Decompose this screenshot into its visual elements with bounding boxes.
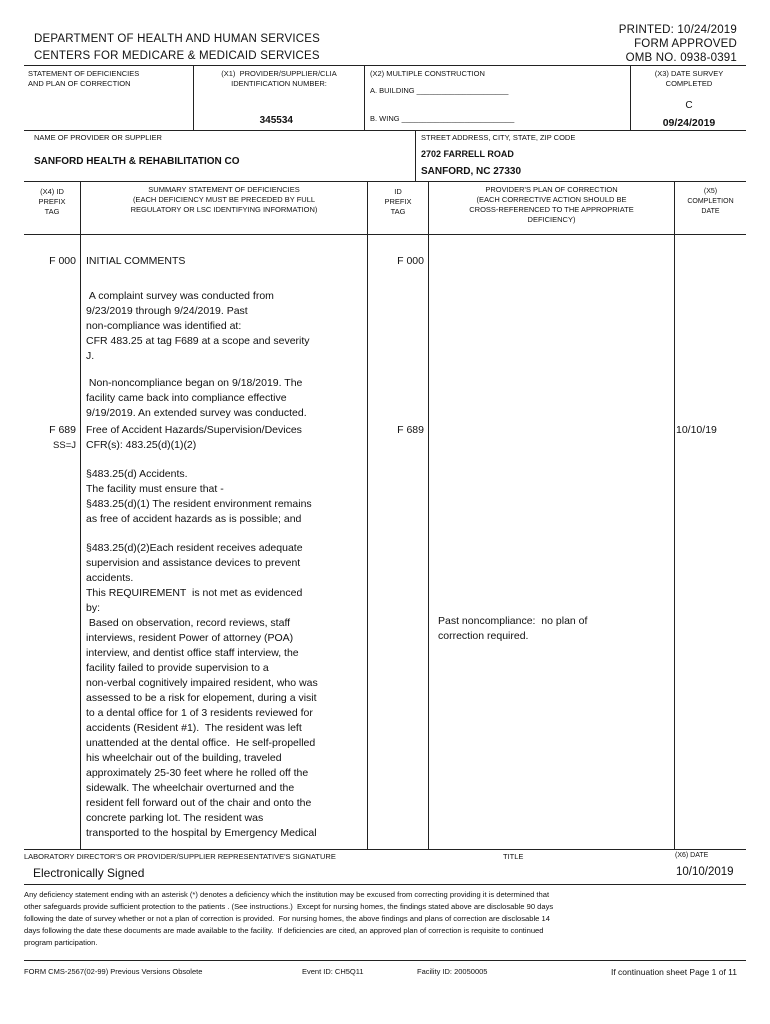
provider-name-label: NAME OF PROVIDER OR SUPPLIER [34,133,162,142]
wing-field: B. WING ___________________________ [370,114,515,123]
rule [24,884,746,885]
signature-label: LABORATORY DIRECTOR'S OR PROVIDER/SUPPLIER REPRESENTATIVE'S SIGNATURE [24,852,336,861]
printed-date: PRINTED: 10/24/2019 [618,24,737,36]
street-address: 2702 FARRELL ROAD [421,149,514,159]
rule [24,234,746,235]
x2-label: (X2) MULTIPLE CONSTRUCTION [370,69,485,78]
survey-date: 09/24/2019 [662,117,716,129]
divider [674,181,675,849]
page-number: If continuation sheet Page 1 of 11 [610,967,737,977]
complaint-paragraph: A complaint survey was conducted from 9/23/2019 through 9/24/2019. Past non-compliance was identified at: CFR 483.25 at tag F689 at a scope and severity J. [86,290,310,362]
divider [630,65,631,130]
id-f689: F 689 [397,424,424,436]
address-label: STREET ADDRESS, CITY, STATE, ZIP CODE [421,133,576,142]
x4-header: (X4) ID PREFIX TAG [38,187,66,216]
department-title: DEPARTMENT OF HEALTH AND HUMAN SERVICES [34,33,320,45]
form-number: FORM CMS-2567(02-99) Previous Versions Obsolete [24,967,203,976]
rule [24,181,746,182]
building-field: A. BUILDING ______________________ [370,86,509,95]
statement-label: STATEMENT OF DEFICIENCIES AND PLAN OF CORRECTION [28,69,140,88]
summary-header: SUMMARY STATEMENT OF DEFICIENCIES (EACH DEFICIENCY MUST BE PRECEDED BY FULL REGULATORY OR LSC IDENTIFYING INFORMATION) [130,185,318,214]
findings-paragraph: §483.25(d)(2)Each resident receives adequate supervision and assistance devices to prevent accidents. This REQUIREMENT is not met as evidenced by: Based on observation, record reviews, staff interviews, resident Power of attorney (POA) interview, and dentist office staff interview, the facility failed to provide supervision to a non-verbal cognitively impaired resident, who was assessed to be a risk for elopement, during a visit to a dental office for 1 of 3 residents reviewed for accidents (Resident #1). The resident was left unattended at the dental office. He self-propelled his wheelchair out of the building, traveled approximately 25-30 feet where he rolled off the sidewalk. The wheelchair overturned and the resident fell forward out of the chair and onto the concrete parking lot. The resident was transported to the hospital by Emergency Medical [86,542,318,839]
divider [415,130,416,181]
plan-of-correction: Past noncompliance: no plan of correction required. [438,615,588,642]
rule [24,849,746,850]
initial-comments-title: INITIAL COMMENTS [86,255,186,267]
form-approved: FORM APPROVED [634,38,737,50]
f689-title: Free of Accident Hazards/Supervision/Devices CFR(s): 483.25(d)(1)(2) [86,424,302,451]
completion-date: 10/10/19 [676,424,717,436]
divider [428,181,429,849]
id-header: ID PREFIX TAG [384,187,412,216]
divider [364,65,365,130]
id-f000: F 000 [397,255,424,267]
rule [24,130,746,131]
date-label: (X6) DATE [675,852,709,859]
provider-name: SANFORD HEALTH & REHABILITATION CO [34,156,240,167]
noncompliance-paragraph: Non-noncompliance began on 9/18/2019. The facility came back into compliance effective 9/19/2019. An extended survey was conducted. [86,377,307,419]
x1-label: (X1) PROVIDER/SUPPLIER/CLIA IDENTIFICATION NUMBER: [221,69,337,88]
electronic-signature: Electronically Signed [33,866,145,880]
tag-f000: F 000 [49,255,76,267]
city-state-zip: SANFORD, NC 27330 [421,166,522,177]
agency-title: CENTERS FOR MEDICARE & MEDICAID SERVICES [34,50,320,62]
accidents-paragraph: §483.25(d) Accidents. The facility must ensure that - §483.25(d)(1) The resident environment remains as free of accident hazards as is possible; and [86,468,312,525]
x5-header: (X5) COMPLETION DATE [687,188,734,215]
divider [193,65,194,130]
facility-id: Facility ID: 20050005 [417,967,488,976]
plan-header: PROVIDER'S PLAN OF CORRECTION (EACH CORRECTIVE ACTION SHOULD BE CROSS-REFERENCED TO THE APPROPRIATE DEFICIENCY) [469,185,634,224]
tag-f689: F 689 [49,424,76,436]
scope-severity: SS=J [53,440,76,451]
title-label: TITLE [503,852,524,861]
x3-label: (X3) DATE SURVEY COMPLETED [654,69,724,88]
omb-number: OMB NO. 0938-0391 [625,52,737,64]
rule [24,960,746,961]
signature-date: 10/10/2019 [676,866,734,878]
divider [80,181,81,849]
divider [367,181,368,849]
event-id: Event ID: CH5Q11 [302,967,364,976]
rule [24,65,746,66]
disclaimer-text: Any deficiency statement ending with an asterisk (*) denotes a deficiency which the institution may be excused from correcting providing it is determined that other safeguards provide sufficient protection to the patients . (See instructions.) Except for nursing homes, the findings stated above are disclosable 90 days following the date of survey whether or not a plan of correction is provided. For nursing homes, the above findings and plans of correction are disclosable 14 days following the date these documents are made available to the facility. If deficiencies are cited, an approved plan of correction is requisite to continued program participation. [24,890,554,947]
survey-code: C [685,100,693,111]
